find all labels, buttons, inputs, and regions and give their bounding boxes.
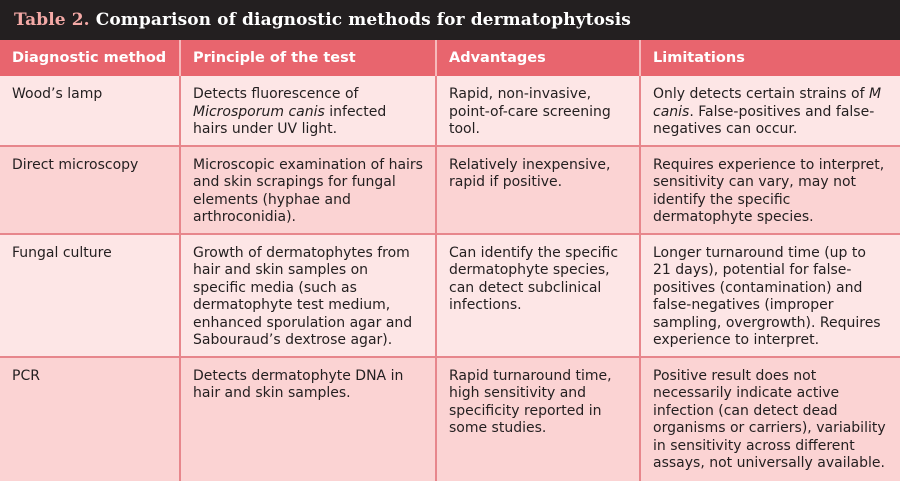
cell-method: PCR — [0, 357, 180, 481]
header-limitations: Limitations — [640, 40, 900, 76]
cell-text: infected hairs under UV light. — [193, 103, 387, 137]
header-principle: Principle of the test — [180, 40, 436, 76]
cell-advantages: Rapid, non-invasive, point-of-care screening tool. — [436, 76, 640, 146]
cell-text: Detects fluorescence of — [193, 86, 359, 102]
cell-advantages: Relatively inexpensive, rapid if positive. — [436, 146, 640, 234]
table-title — [14, 10, 631, 30]
cell-limitations: Longer turnaround time (up to 21 days), potential for false-positives (contamination) and false-negatives (improper sampling, overgrowth). Requires experience to interpret. — [640, 234, 900, 357]
cell-method: Fungal culture — [0, 234, 180, 357]
header-diagnostic-method: Diagnostic method — [0, 40, 180, 76]
table-row — [0, 146, 900, 234]
table-row — [0, 234, 900, 357]
cell-text: Only detects certain strains of — [653, 86, 869, 102]
cell-text: . False-positives and false-negatives can occur. — [653, 103, 875, 137]
cell-principle — [180, 76, 436, 146]
cell-advantages: Can identify the specific dermatophyte species, can detect subclinical infections. — [436, 234, 640, 357]
cell-principle: Growth of dermatophytes from hair and skin samples on specific media (such as dermatophyte test medium, enhanced sporulation agar and Sabouraud’s dextrose agar). — [180, 234, 436, 357]
table-title-bar — [0, 0, 900, 40]
header-row — [0, 40, 900, 76]
cell-method: Wood’s lamp — [0, 76, 180, 146]
cell-advantages: Rapid turnaround time, high sensitivity and specificity reported in some studies. — [436, 357, 640, 481]
table-row — [0, 357, 900, 481]
table-caption: Comparison of diagnostic methods for dermatophytosis — [95, 10, 631, 30]
cell-italic-text: Microsporum canis — [193, 103, 325, 120]
cell-limitations: Positive result does not necessarily indicate active infection (can detect dead organisms or carriers), variability in sensitivity across different assays, not universally available. — [640, 357, 900, 481]
cell-limitations: Requires experience to interpret, sensitivity can vary, may not identify the specific dermatophyte species. — [640, 146, 900, 234]
cell-principle: Detects dermatophyte DNA in hair and skin samples. — [180, 357, 436, 481]
cell-principle: Microscopic examination of hairs and skin scrapings for fungal elements (hyphae and arthroconidia). — [180, 146, 436, 234]
comparison-table — [0, 40, 900, 481]
table-row — [0, 76, 900, 146]
cell-limitations — [640, 76, 900, 146]
cell-italic-text: M canis — [653, 86, 882, 120]
cell-method: Direct microscopy — [0, 146, 180, 234]
header-advantages: Advantages — [436, 40, 640, 76]
table-label: Table 2. — [14, 10, 90, 30]
